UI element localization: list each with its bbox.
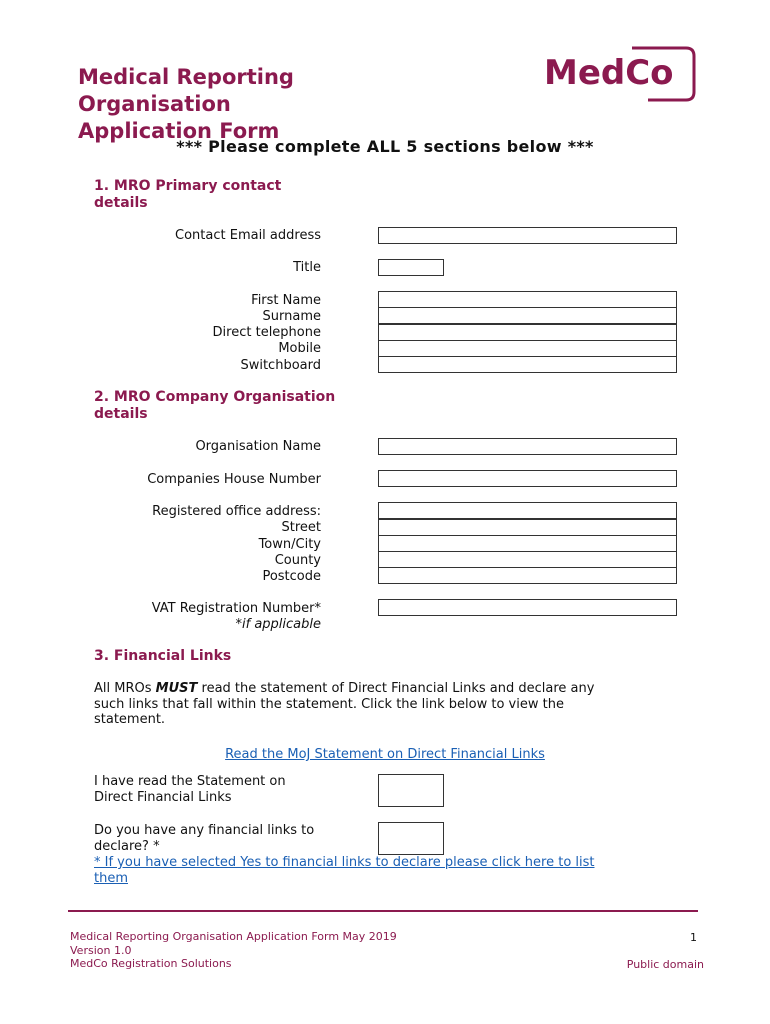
read-statement-label: [94, 774, 354, 805]
vat-note: *if applicable: [235, 617, 321, 632]
title-line-1: Medical Reporting: [78, 65, 294, 89]
declare-label-line-2: declare? *: [94, 838, 160, 854]
paragraph-line-1: [94, 681, 664, 697]
paragraph-line-3: statement.: [94, 712, 166, 727]
read-label-line-2: Direct Financial Links: [94, 789, 232, 805]
section-2-heading-line-1: 2. MRO Company Organisation: [94, 389, 336, 405]
statement-link[interactable]: Read the MoJ Statement on Direct Financial Links: [225, 747, 545, 762]
label-switchboard: Switchboard: [240, 358, 321, 373]
paragraph-line-2: such links that fall within the statement. Click the link below to view the: [94, 696, 564, 712]
footer-doc-title: Medical Reporting Organisation Application Form May 2019: [70, 930, 397, 943]
switchboard-field[interactable]: [378, 356, 677, 373]
section-1-heading-line-1: 1. MRO Primary contact: [94, 178, 282, 194]
declare-label-line-1: Do you have any financial links to: [94, 823, 315, 838]
section-3-heading: 3. Financial Links: [94, 648, 232, 664]
paragraph-line-1-rest: read the statement of Direct Financial Links and declare any: [197, 681, 595, 696]
label-surname: Surname: [262, 309, 321, 324]
declare-link-line-1[interactable]: * If you have selected Yes to financial links to declare please click here to list: [94, 855, 595, 870]
label-companies-house: Companies House Number: [147, 472, 321, 487]
declare-links-label: [94, 823, 364, 854]
statement-link-wrapper: [0, 743, 770, 762]
surname-field[interactable]: [378, 307, 677, 324]
instruction-text: *** Please complete ALL 5 sections below ***: [176, 137, 594, 156]
label-county: County: [274, 553, 321, 568]
section-1-heading: [94, 178, 394, 212]
logo-text: MedCo: [544, 53, 674, 93]
companies-house-field[interactable]: [378, 470, 677, 487]
footer-divider: [68, 910, 698, 912]
read-label-line-1: I have read the Statement on: [94, 774, 286, 789]
declare-links-link[interactable]: [94, 855, 664, 886]
label-contact-email: Contact Email address: [175, 228, 321, 243]
paragraph-prefix: All MROs: [94, 681, 156, 696]
postcode-field[interactable]: [378, 567, 677, 584]
direct-telephone-field[interactable]: [378, 324, 677, 341]
label-postcode: Postcode: [262, 569, 321, 584]
contact-email-field[interactable]: [378, 227, 677, 244]
footer-org: MedCo Registration Solutions: [70, 957, 232, 970]
title-line-3: Application Form: [78, 119, 280, 143]
classification-label: Public domain: [626, 958, 704, 971]
title-line-2: Organisation: [78, 92, 231, 116]
footer-version: Version 1.0: [70, 943, 132, 957]
declare-links-checkbox[interactable]: [378, 822, 444, 855]
title-field[interactable]: [378, 259, 444, 276]
paragraph-emphasis: MUST: [155, 681, 198, 696]
label-registered-office: Registered office address:: [152, 504, 321, 519]
declare-link-line-2[interactable]: them: [94, 870, 128, 886]
vat-field[interactable]: [378, 599, 677, 616]
section-2-heading-line-2: details: [94, 406, 148, 422]
organisation-name-field[interactable]: [378, 438, 677, 455]
label-mobile: Mobile: [278, 341, 321, 356]
page-number: 1: [690, 931, 697, 944]
medco-logo: [540, 44, 696, 100]
label-first-name: First Name: [251, 293, 321, 308]
medco-logo-graphic: [540, 44, 696, 100]
label-town-city: Town/City: [258, 537, 321, 552]
registered-office-field[interactable]: [378, 502, 677, 519]
label-street: Street: [281, 520, 321, 535]
first-name-field[interactable]: [378, 291, 677, 308]
section-1-heading-line-2: details: [94, 195, 148, 211]
town-city-field[interactable]: [378, 535, 677, 552]
label-direct-telephone: Direct telephone: [212, 325, 321, 340]
financial-links-paragraph: [94, 681, 664, 728]
document-title: [78, 64, 398, 143]
section-2-heading: [94, 389, 394, 423]
county-field[interactable]: [378, 551, 677, 568]
label-title: Title: [293, 260, 321, 275]
street-field[interactable]: [378, 519, 677, 536]
footer-info: [70, 930, 397, 971]
read-statement-checkbox[interactable]: [378, 774, 444, 807]
label-organisation-name: Organisation Name: [195, 439, 321, 454]
label-vat: VAT Registration Number*: [151, 601, 321, 616]
mobile-field[interactable]: [378, 340, 677, 357]
